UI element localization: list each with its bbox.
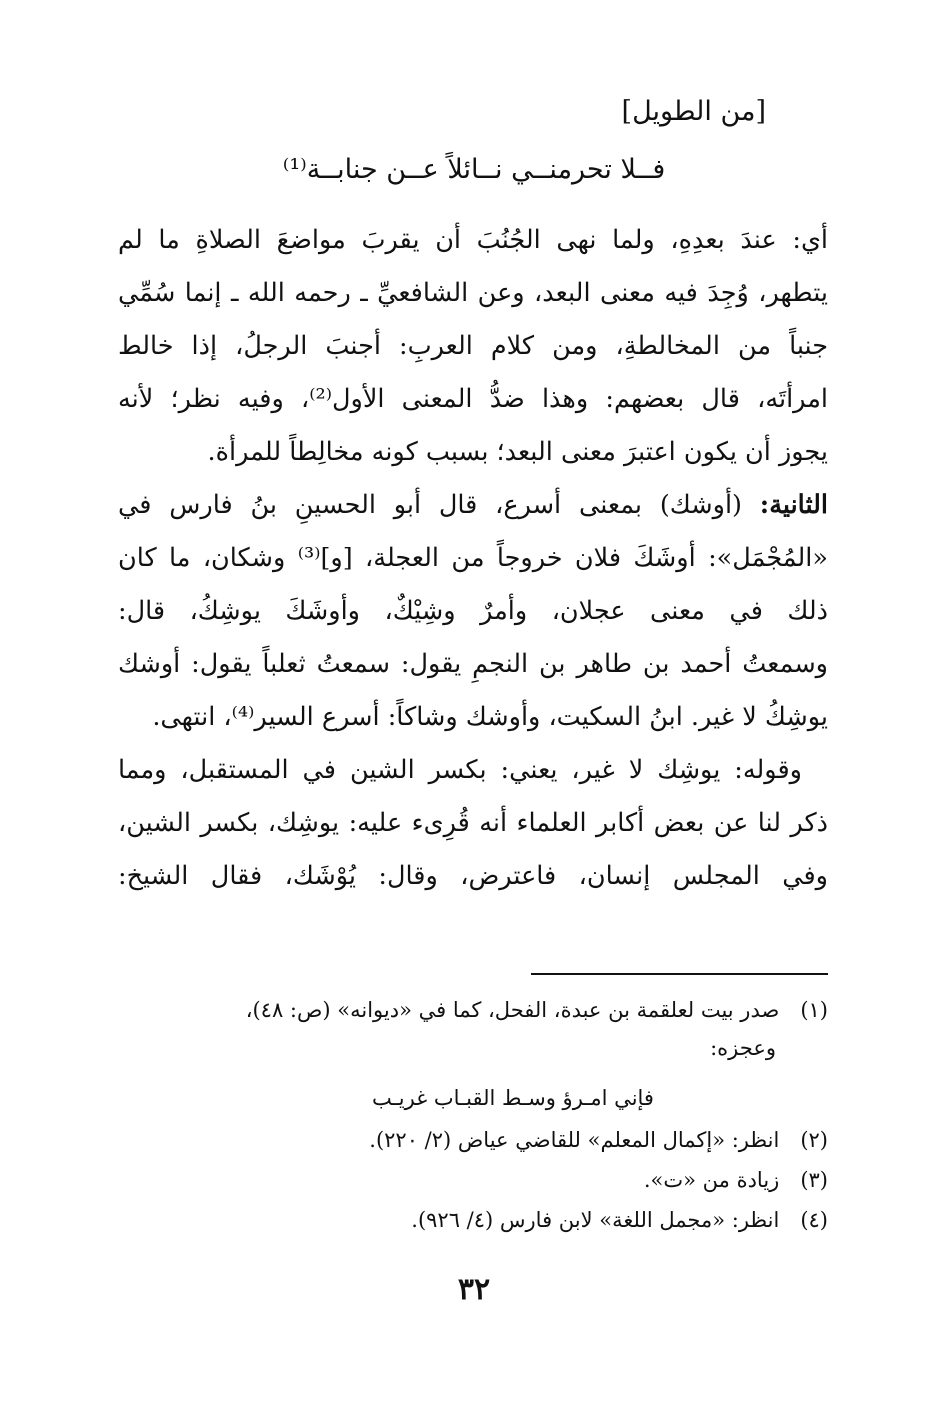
main-text [118, 214, 828, 903]
footnote-number: (٤) [800, 1208, 828, 1232]
footnote-verse: فإني امـرؤ وسـط القبـاب غريـب [372, 1086, 654, 1110]
text-line: ذلك في معنى عجلان، وأمرٌ وشِيْكٌ، وأوشَكَ يوشِكُ، قال: [118, 596, 828, 626]
text-line: جنباً من المخالطةِ، ومن كلام العربِ: أجنبَ الرجلُ، إذا خالط [118, 331, 828, 361]
text-line: امرأتَه، قال بعضهم: وهذا ضدُّ المعنى الأول⁽²⁾، وفيه نظر؛ لأنه [118, 384, 828, 414]
footnote-1-continuation: وعجزه: [710, 1036, 776, 1060]
paragraph-3 [118, 744, 828, 903]
footnotes [118, 990, 828, 1240]
footnote-4 [118, 1200, 828, 1240]
text-line: ذكر لنا عن بعض أكابر العلماء أنه قُرِىء عليه: يوشِك، بكسر الشين، [118, 808, 828, 838]
text-span: (أوشك) بمعنى أسرع، قال أبو الحسينِ بنُ فارس في [118, 490, 760, 520]
text-line: يجوز أن يكون اعتبرَ معنى البعد؛ بسبب كونه مخالِطاً للمرأة. [207, 437, 828, 467]
footnote-number: (٣) [800, 1168, 828, 1192]
footnote-text: زيادة من «ت». [643, 1168, 780, 1192]
text-line: يوشِكُ لا غير. ابنُ السكيت، وأوشك وشاكاً: أسرع السير⁽⁴⁾، انتهى. [152, 702, 828, 732]
footnote-number: (٢) [800, 1128, 828, 1152]
text-line: «المُجْمَل»: أوشَكَ فلان خروجاً من العجلة، [و]⁽³⁾ وشكان، ما كان [118, 543, 828, 573]
footnote-3 [118, 1160, 828, 1200]
footnote-number: (١) [800, 998, 828, 1022]
text-line: وقوله: يوشِك لا غير، يعني: بكسر الشين في المستقبل، ومما [118, 755, 802, 785]
paragraph-1 [118, 214, 828, 479]
text-line: أي: عندَ بعدِهِ، ولما نهى الجُنُبَ أن يقربَ مواضعَ الصلاةِ ما لم [118, 225, 828, 255]
text-line: وفي المجلس إنسان، فاعترض، وقال: يُوْشَك، فقال الشيخ: [118, 861, 828, 891]
page-number: ٣٢ [457, 1272, 491, 1307]
paragraph-2 [118, 479, 828, 744]
text-line: يتطهر، وُجِدَ فيه معنى البعد، وعن الشافعيِّ ـ رحمه الله ـ إنما سُمِّي [118, 278, 828, 308]
verse-line: فــلا تحرمنــي نــائلاً عــن جنابــة⁽¹⁾ [282, 154, 666, 185]
meter-label: [من الطويل] [621, 96, 766, 127]
text-line: وسمعتُ أحمد بن طاهر بن النجمِ يقول: سمعتُ ثعلباً يقول: أوشك [118, 649, 828, 679]
footnote-1 [118, 990, 828, 1030]
footnote-text: صدر بيت لعلقمة بن عبدة، الفحل، كما في «ديوانه» (ص: ٤٨)، [245, 998, 780, 1022]
text-line [118, 479, 828, 532]
footnote-2 [118, 1120, 828, 1160]
footnote-separator [531, 973, 828, 975]
section-lead: الثانية: [759, 490, 828, 520]
footnote-text: انظر: «مجمل اللغة» لابن فارس (٤/ ٩٢٦). [411, 1208, 780, 1232]
footnote-text: انظر: «إكمال المعلم» للقاضي عياض (٢/ ٢٢٠). [369, 1128, 780, 1152]
